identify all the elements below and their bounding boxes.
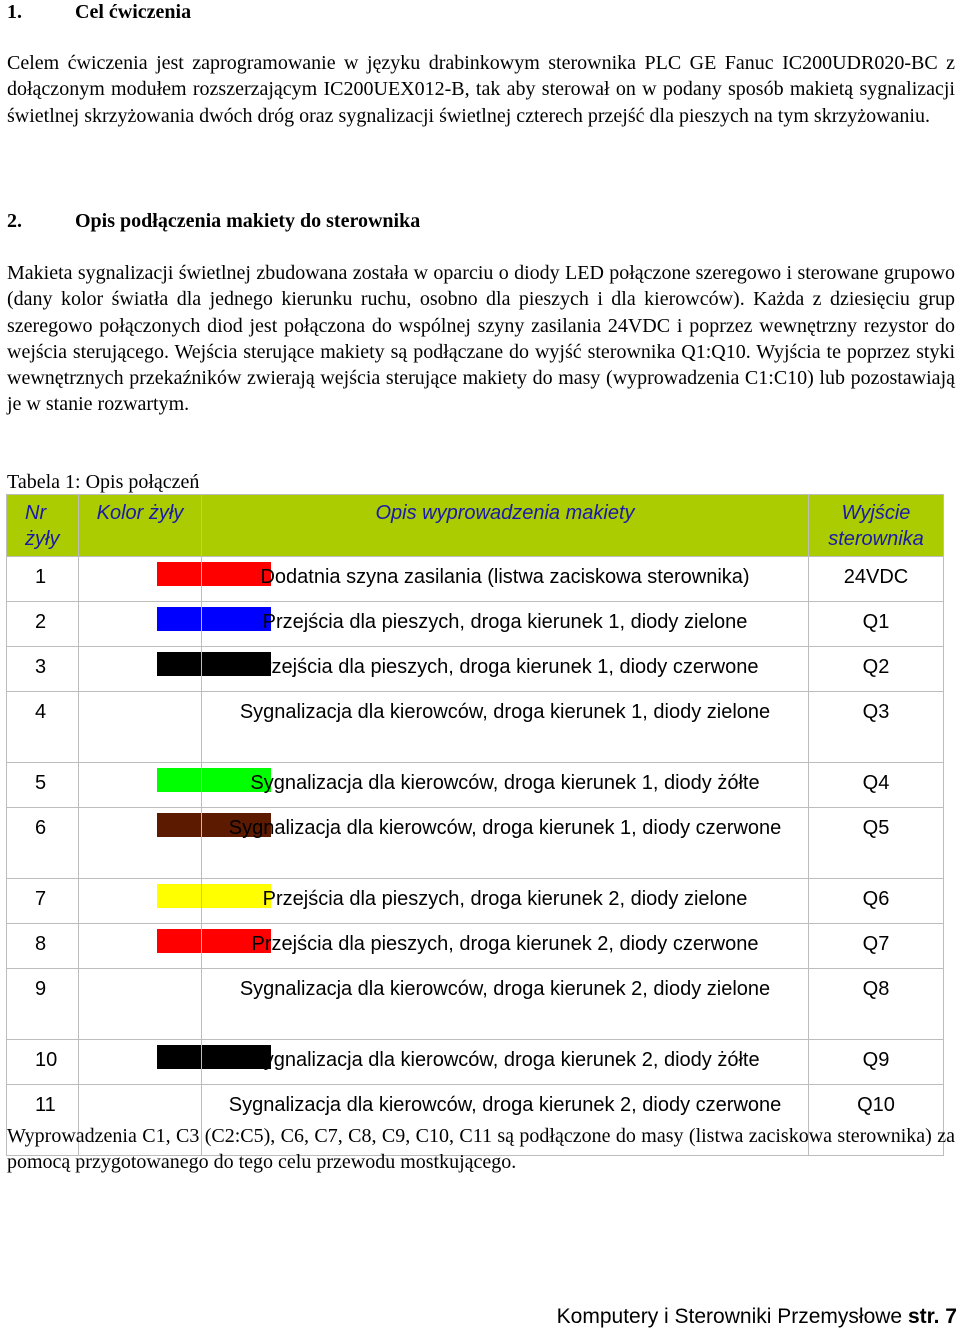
output-cell: Q6 — [809, 879, 944, 924]
table-row — [7, 924, 944, 969]
connections-table — [6, 494, 944, 1156]
description-cell: Sygnalizacja dla kierowców, droga kierunek 1, diody żółte — [202, 763, 809, 808]
output-cell: Q1 — [809, 602, 944, 647]
output-cell: Q4 — [809, 763, 944, 808]
table-row — [7, 557, 944, 602]
wire-color-cell — [79, 969, 202, 1040]
footer-title: Komputery i Sterowniki Przemysłowe — [556, 1305, 903, 1328]
wire-color-cell — [79, 557, 202, 602]
section-2-paragraph: Makieta sygnalizacji świetlnej zbudowana została w oparciu o diody LED połączone szeregowo i sterowane grupowo (dany kolor światła dla jednego kierunku ruchu, osobno dla pieszych i dla kierowców). Każda z dziesięciu grup szeregowo połączonych diod jest połączona do wspólnej szyny zasilania 24VDC i poprzez wewnętrzny rezystor do wejścia sterującego. Wejścia sterujące makiety są podłączane do wyjść sterownika Q1:Q10. Wyjścia te poprzez styki wewnętrznych przekaźników zwierają wejścia sterujące makiety do masy (wyprowadzenia C1:C10) lub pozostawiają je w stanie rozwartym. — [7, 262, 955, 416]
wire-number-cell: 7 — [7, 879, 79, 924]
table-row — [7, 1040, 944, 1085]
table-row — [7, 692, 944, 763]
wire-number-cell: 2 — [7, 602, 79, 647]
wire-color-cell — [79, 647, 202, 692]
table-row — [7, 969, 944, 1040]
page-footer — [557, 1303, 957, 1331]
output-cell: 24VDC — [809, 557, 944, 602]
table-caption: Tabela 1: Opis połączeń — [7, 471, 200, 493]
wire-color-cell — [79, 1040, 202, 1085]
wire-number-cell: 10 — [7, 1040, 79, 1085]
description-cell: Dodatnia szyna zasilania (listwa zaciskowa sterownika) — [202, 557, 809, 602]
wire-number-cell: 3 — [7, 647, 79, 692]
output-cell: Q5 — [809, 808, 944, 879]
description-cell: Sygnalizacja dla kierowców, droga kierunek 1, diody zielone — [202, 692, 809, 763]
closing-paragraph: Wyprowadzenia C1, C3 (C2:C5), C6, C7, C8, C9, C10, C11 są podłączone do masy (listwa zaciskowa sterownika) za pomocą przygotowanego do tego celu przewodu mostkującego. — [7, 1125, 955, 1174]
description-cell: Sygnalizacja dla kierowców, droga kierunek 2, diody czerwone — [202, 1085, 809, 1156]
header-description: Opis wyprowadzenia makiety — [202, 495, 809, 557]
table-row — [7, 763, 944, 808]
table-row — [7, 808, 944, 879]
table-header-row — [7, 495, 944, 557]
output-cell: Q9 — [809, 1040, 944, 1085]
wire-color-cell — [79, 879, 202, 924]
wire-number-cell: 4 — [7, 692, 79, 763]
wire-color-cell — [79, 808, 202, 879]
footer-page-number: str. 7 — [907, 1305, 957, 1328]
section-2-heading — [7, 209, 420, 233]
wire-color-cell — [79, 692, 202, 763]
wire-number-cell: 11 — [7, 1085, 79, 1156]
wire-number-cell: 8 — [7, 924, 79, 969]
wire-number-cell: 5 — [7, 763, 79, 808]
section-1-heading — [7, 0, 191, 24]
output-cell: Q10 — [809, 1085, 944, 1156]
output-cell: Q8 — [809, 969, 944, 1040]
header-output: Wyjście sterownika — [809, 495, 944, 557]
wire-color-cell — [79, 924, 202, 969]
description-cell: Sygnalizacja dla kierowców, droga kierunek 2, diody żółte — [202, 1040, 809, 1085]
wire-color-cell — [79, 763, 202, 808]
section-1-title: Cel ćwiczenia — [75, 1, 192, 23]
output-cell: Q7 — [809, 924, 944, 969]
output-cell: Q2 — [809, 647, 944, 692]
section-1-number: 1. — [7, 1, 22, 23]
table-row — [7, 647, 944, 692]
description-cell: Przejścia dla pieszych, droga kierunek 1, diody zielone — [202, 602, 809, 647]
description-cell: Przejścia dla pieszych, droga kierunek 1, diody czerwone — [202, 647, 809, 692]
wire-number-cell: 6 — [7, 808, 79, 879]
table-row — [7, 879, 944, 924]
description-cell: Sygnalizacja dla kierowców, droga kierunek 1, diody czerwone — [202, 808, 809, 879]
section-2-title: Opis podłączenia makiety do sterownika — [75, 210, 421, 232]
header-nr: Nr żyły — [7, 495, 79, 557]
section-2-number: 2. — [7, 210, 22, 232]
header-color: Kolor żyły — [79, 495, 202, 557]
table-row — [7, 602, 944, 647]
section-1-paragraph: Celem ćwiczenia jest zaprogramowanie w języku drabinkowym sterownika PLC GE Fanuc IC200UDR020-BC z dołączonym modułem rozszerzającym IC200UEX012-B, tak aby sterował on w podany sposób makietą sygnalizacji świetlnej skrzyżowania dwóch dróg oraz sygnalizacji świetlnej czterech przejść dla pieszych na tym skrzyżowaniu. — [7, 52, 955, 127]
wire-number-cell: 1 — [7, 557, 79, 602]
description-cell: Przejścia dla pieszych, droga kierunek 2, diody czerwone — [202, 924, 809, 969]
wire-number-cell: 9 — [7, 969, 79, 1040]
description-cell: Przejścia dla pieszych, droga kierunek 2, diody zielone — [202, 879, 809, 924]
wire-color-cell — [79, 602, 202, 647]
output-cell: Q3 — [809, 692, 944, 763]
description-cell: Sygnalizacja dla kierowców, droga kierunek 2, diody zielone — [202, 969, 809, 1040]
